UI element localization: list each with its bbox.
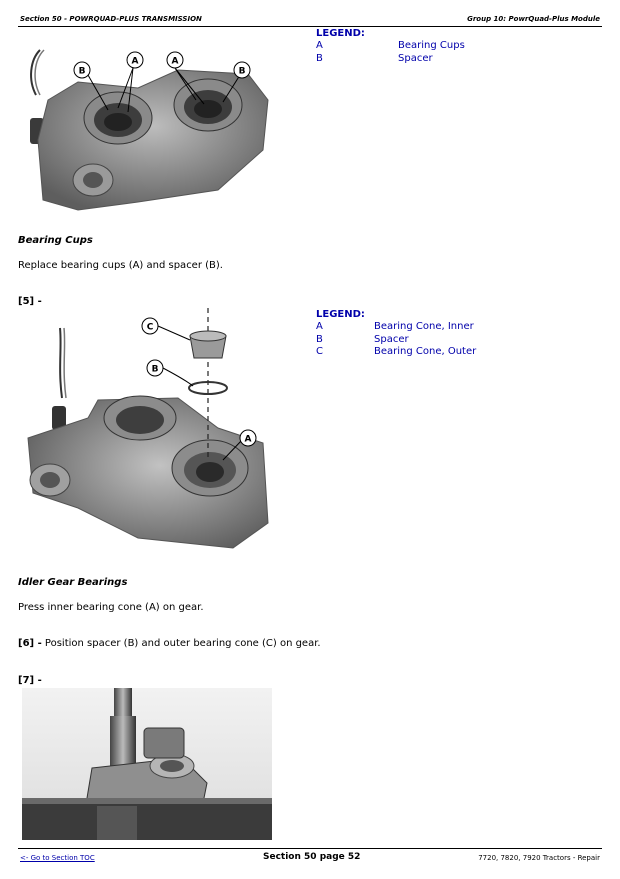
footer-model: 7720, 7820, 7920 Tractors - Repair: [478, 854, 600, 862]
callout-c: C: [146, 322, 154, 333]
step-7-label: [7] -: [18, 675, 42, 686]
legend-row: [316, 334, 596, 347]
section-heading-bearing-cups: Bearing Cups: [18, 235, 93, 246]
figure-press-image: [22, 688, 272, 840]
step-6: [18, 638, 321, 649]
callout-b-1: B: [78, 66, 86, 77]
step-6-text: Position spacer (B) and outer bearing cone (C) on gear.: [44, 638, 321, 649]
legend-key: B: [316, 52, 323, 64]
legend-key: C: [316, 346, 323, 357]
legend-row: [316, 346, 596, 359]
page-number: Section 50 page 52: [263, 852, 361, 862]
legend-title: LEGEND:: [316, 309, 365, 320]
footer-rule: [18, 848, 602, 849]
legend-label: Spacer: [374, 333, 409, 345]
legend-row: [316, 40, 596, 53]
callout-b-2: B: [238, 66, 246, 77]
legend-label: Bearing Cone, Inner: [374, 321, 474, 332]
header-rule: [18, 26, 602, 27]
legend-key: B: [316, 333, 323, 345]
section-text-bearing-cups: Replace bearing cups (A) and spacer (B).: [18, 260, 223, 271]
step-5-label: [5] -: [18, 296, 42, 307]
legend-row: [316, 53, 596, 66]
section-text-idler-gear-bearings: Press inner bearing cone (A) on gear.: [18, 602, 204, 613]
legend-row: [316, 321, 596, 334]
legend-label: Bearing Cups: [398, 40, 465, 51]
legend-key: A: [316, 40, 323, 51]
callout-a-2: A: [171, 56, 179, 67]
header-group-title: Group 10: PowrQuad-Plus Module: [467, 15, 600, 23]
callout-a-1: A: [131, 56, 139, 67]
header-section-title: Section 50 - POWRQUAD-PLUS TRANSMISSION: [20, 15, 202, 23]
legend-label: Bearing Cone, Outer: [374, 346, 477, 357]
callout-b: B: [151, 364, 159, 375]
legend-figure-1: [316, 28, 596, 65]
step-6-label: [6] -: [18, 638, 42, 649]
legend-key: A: [316, 321, 323, 332]
section-heading-idler-gear-bearings: Idler Gear Bearings: [18, 577, 128, 588]
section-toc-link[interactable]: <- Go to Section TOC: [20, 854, 95, 862]
legend-label: Spacer: [398, 52, 433, 64]
figure-idler-gear-bearings-image: [18, 308, 274, 552]
legend-title: LEGEND:: [316, 28, 365, 39]
callout-a: A: [244, 434, 252, 445]
legend-figure-2: [316, 309, 596, 359]
figure-bearing-cups-image: [18, 30, 274, 216]
